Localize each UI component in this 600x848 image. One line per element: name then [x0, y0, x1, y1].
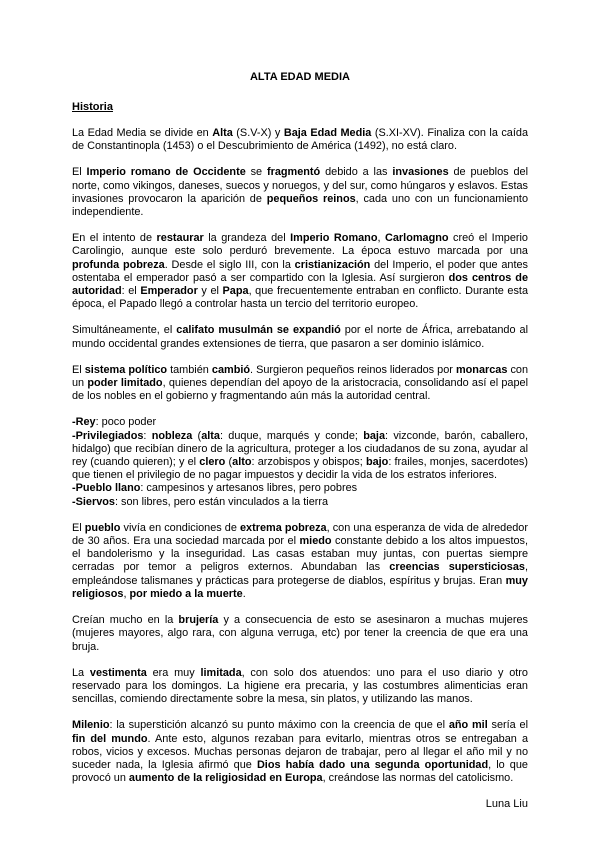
estate-privilegiados: -Privilegiados: nobleza (alta: duque, marqués y conde; baja: vizconde, barón, caballero, hidalgo) que recibían dinero de la agricultura, proteger a los ciudadanos de su zona, ayudar al rey (cuando quieren); y el clero (alto: arzobispos y obispos; bajo: frailes, monjes, sacerdotes) que tienen el privilegio de no pagar impuestos y decidir la vida de los estratos inferiores.: [72, 429, 528, 482]
estate-siervos: -Siervos: son libres, pero están vinculados a la tierra: [72, 495, 329, 508]
paragraph-witchcraft: Creían mucho en la brujería y a consecuencia de esto se asesinaron a muchas mujeres (mujeres mayores, algo rara, con alguna verruga, etc) por tener la creencia de que era una bruja.: [72, 614, 528, 653]
estate-rey: -Rey: poco poder: [72, 416, 157, 429]
paragraph-millennium: Milenio: la superstición alcanzó su punto máximo con la creencia de que el año mil sería el fin del mundo. Ante esto, algunos rezaban para evitarlo, mientras otros se entregaban a robos, vicios y excesos. Muchas personas dejaron de trabajar, pero al llegar el año mil y no suceder nada, la Iglesia afirmó que Dios había dado una segunda oportunidad, lo que provocó un aumento de la religiosidad en Europa, creándose las normas del catolicismo.: [72, 719, 528, 785]
document-body: [72, 127, 528, 798]
paragraph-political-system: El sistema político también cambió. Surgieron pequeños reinos liderados por monarcas con un poder limitado, quienes dependían del apoyo de la aristocracia, consolidando así el papel de los nobles en el gobierno y fragmentando aún más la autoridad central.: [72, 363, 529, 403]
paragraph-clothing: La vestimenta era muy limitada, con solo dos atuendos: uno para el uso diario y otro reservado para los domingos. La higiene era precaria, y las costumbres alimenticias eran sencillas, comiendo directamente sobre la mesa, sin platos, y utilizando las manos.: [72, 666, 528, 706]
paragraph-caliphate: Simultáneamente, el califato musulmán se expandió por el norte de África, arrebatando al mundo occidental grandes extensiones de tierra, que pasaron a ser dominio islámico.: [72, 324, 528, 350]
author-signature: Luna Liu: [485, 798, 528, 810]
estate-pueblo-llano: -Pueblo llano: campesinos y artesanos libres, pero pobres: [72, 482, 358, 495]
paragraph-people: El pueblo vivía en condiciones de extrema pobreza, con una esperanza de vida de alrededor de 30 años. Era una sociedad marcada por el miedo constante debido a los altos impuestos, el bandolerismo y la inseguridad. Las casas estaban muy juntas, con puertas siempre cerradas por temor a peligros externos. Abundaban las creencias supersticiosas, empleándose talismanes y prácticas para protegerse de diablos, espíritus y brujas. Eran muy religiosos, por miedo a la muerte.: [72, 521, 529, 600]
document-title: ALTA EDAD MEDIA: [249, 71, 350, 83]
paragraph-invasions: El Imperio romano de Occidente se fragmentó debido a las invasiones de pueblos del norte, como vikingos, daneses, suecos y noruegos, y del sur, como húngaros y eslavos. Estas invasiones provocaron la aparición de pequeños reinos, cada uno con un funcionamiento independiente.: [72, 166, 528, 219]
paragraph-divisions: La Edad Media se divide en Alta (S.V-X) y Baja Edad Media (S.XI-XV). Finaliza con la caída de Constantinopla (1453) o el Descubrimiento de América (1492), no está claro.: [72, 127, 529, 153]
paragraph-carolingian: En el intento de restaurar la grandeza del Imperio Romano, Carlomagno creó el Imperio Carolingio, aunque este solo perduró brevemente. La época estuvo marcada por una profunda pobreza. Desde el siglo III, con la cristianización del Imperio, el poder que antes ostentaba el emperador pasó a ser compartido con la Iglesia. Así surgieron dos centros de autoridad: el Emperador y el Papa, que frecuentemente entraban en conflicto. Durante esta época, el Papado llegó a controlar hasta un tercio del territorio europeo.: [72, 232, 529, 311]
section-heading: Historia: [72, 101, 113, 113]
